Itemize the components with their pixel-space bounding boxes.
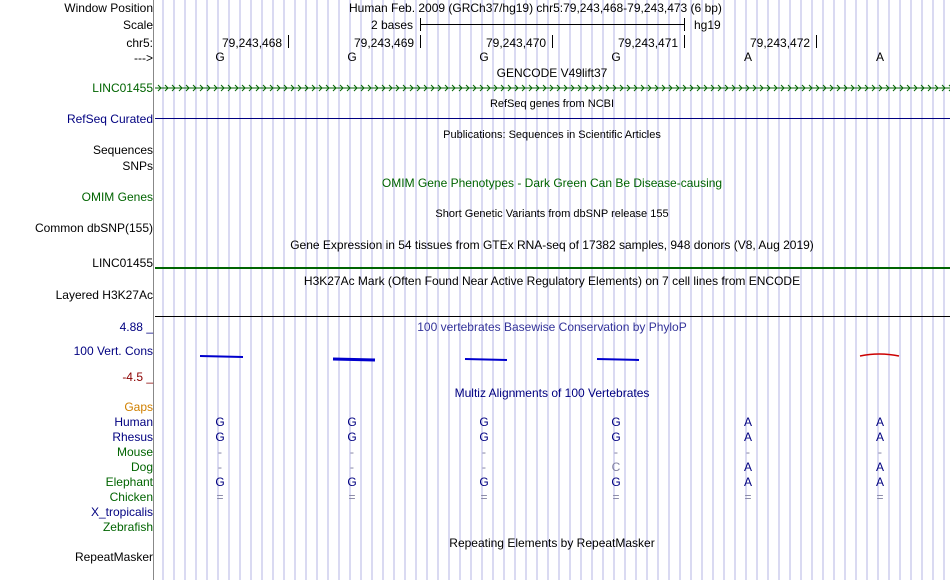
gencode-track-title[interactable]: GENCODE V49lift37 (496, 66, 608, 80)
species-base: A (743, 475, 752, 489)
reference-base[interactable]: G (215, 50, 225, 64)
species-base: A (743, 430, 752, 444)
ruler-tick (420, 35, 421, 48)
species-base: G (347, 415, 357, 429)
species-base: G (215, 430, 225, 444)
dbsnp-track-title[interactable]: Short Genetic Variants from dbSNP release 155 (435, 208, 669, 220)
scale-label: Scale (122, 18, 153, 32)
repeatmasker-label[interactable]: RepeatMasker (74, 550, 153, 564)
reference-base[interactable]: G (479, 50, 489, 64)
gencode-transcript[interactable] (155, 82, 950, 94)
repeatmasker-track-title[interactable]: Repeating Elements by RepeatMasker (449, 536, 655, 550)
species-base: - (614, 445, 618, 459)
species-base: = (480, 490, 488, 504)
reference-base[interactable]: A (875, 50, 884, 64)
gtex-gene-bar[interactable] (155, 267, 950, 269)
scale-bar-right-tick (684, 18, 685, 31)
species-base: A (875, 460, 884, 474)
refseq-gene-line[interactable] (155, 118, 950, 119)
species-base: - (746, 445, 750, 459)
species-base: - (482, 460, 486, 474)
dbsnp-label[interactable]: Common dbSNP(155) (34, 221, 153, 235)
species-base: G (611, 415, 621, 429)
chrom-label: chr5: (126, 36, 153, 50)
species-base: G (479, 475, 489, 489)
ruler-tick (288, 35, 289, 48)
species-base: A (875, 415, 884, 429)
species-label[interactable]: Rhesus (112, 430, 153, 444)
phylop-track-title[interactable]: 100 vertebrates Basewise Conservation by PhyloP (417, 320, 687, 334)
species-base: - (878, 445, 882, 459)
species-base: - (218, 445, 222, 459)
vert-cons-label[interactable]: 100 Vert. Cons (73, 344, 153, 358)
species-label[interactable]: Chicken (109, 490, 153, 504)
species-base: - (350, 460, 354, 474)
species-base: = (876, 490, 884, 504)
species-label[interactable]: Zebrafish (102, 520, 153, 534)
scale-value: 2 bases (371, 18, 414, 32)
species-base: G (215, 415, 225, 429)
snps-label[interactable]: SNPs (122, 159, 153, 173)
reference-base[interactable]: G (611, 50, 621, 64)
omim-track-title[interactable]: OMIM Gene Phenotypes - Dark Green Can Be Disease-causing (381, 176, 723, 190)
species-base: A (743, 415, 752, 429)
scale-bar-left-tick (420, 18, 421, 31)
ruler-position-label: 79,243,472 (750, 36, 811, 50)
gencode-gene-label[interactable]: LINC01455 (92, 81, 153, 95)
species-base: G (347, 430, 357, 444)
conservation-max: 4.88 _ (119, 320, 153, 334)
species-base: A (875, 475, 884, 489)
gtex-track-title[interactable]: Gene Expression in 54 tissues from GTEx RNA-seq of 17382 samples, 948 donors (V8, Aug 2019) (290, 238, 814, 252)
species-base: C (611, 460, 621, 474)
refseq-track-title[interactable]: RefSeq genes from NCBI (489, 98, 615, 110)
species-base: = (348, 490, 356, 504)
species-base: - (482, 445, 486, 459)
ruler-position-label: 79,243,471 (618, 36, 679, 50)
ruler-position-label: 79,243,470 (486, 36, 547, 50)
refseq-label[interactable]: RefSeq Curated (66, 112, 153, 126)
species-label[interactable]: Mouse (116, 445, 153, 459)
species-label[interactable]: X_tropicalis (90, 505, 153, 519)
species-base: - (218, 460, 222, 474)
gtex-gene-label[interactable]: LINC01455 (92, 256, 153, 270)
conservation-min: -4.5 _ (122, 370, 153, 384)
species-base: A (875, 430, 884, 444)
layered-h3k27ac-label[interactable]: Layered H3K27Ac (55, 288, 153, 302)
species-label[interactable]: Dog (130, 460, 153, 474)
ruler-position-label: 79,243,468 (222, 36, 283, 50)
label-separator (153, 0, 154, 580)
scale-bar (420, 24, 684, 25)
multiz-track-title[interactable]: Multiz Alignments of 100 Vertebrates (454, 386, 650, 400)
species-base: - (350, 445, 354, 459)
ruler-tick (816, 35, 817, 48)
reference-base[interactable]: A (743, 50, 752, 64)
ruler-tick (684, 35, 685, 48)
sequences-label[interactable]: Sequences (92, 143, 153, 157)
species-base: G (611, 475, 621, 489)
species-base: G (479, 415, 489, 429)
species-base: = (612, 490, 620, 504)
scale-assembly: hg19 (694, 18, 721, 32)
species-label[interactable]: Elephant (105, 475, 153, 489)
h3k27ac-baseline (155, 316, 950, 317)
publications-track-title[interactable]: Publications: Sequences in Scientific Articles (443, 129, 661, 141)
gaps-label[interactable]: Gaps (124, 400, 153, 414)
strand-arrow-label: ---> (134, 51, 153, 65)
ruler-position-label: 79,243,469 (354, 36, 415, 50)
ruler-tick (552, 35, 553, 48)
species-base: G (611, 430, 621, 444)
species-base: G (479, 430, 489, 444)
species-base: A (743, 460, 752, 474)
species-base: G (215, 475, 225, 489)
species-base: = (216, 490, 224, 504)
window-position-text[interactable]: Human Feb. 2009 (GRCh37/hg19) chr5:79,243,468-79,243,473 (6 bp) (349, 1, 722, 15)
species-base: G (347, 475, 357, 489)
species-label[interactable]: Human (114, 415, 153, 429)
conservation-scores (155, 348, 950, 368)
omim-label[interactable]: OMIM Genes (81, 190, 153, 204)
window-position-label: Window Position (64, 1, 153, 15)
h3k27ac-track-title[interactable]: H3K27Ac Mark (Often Found Near Active Regulatory Elements) on 7 cell lines from ENCODE (303, 274, 801, 288)
species-base: = (744, 490, 752, 504)
reference-base[interactable]: G (347, 50, 357, 64)
